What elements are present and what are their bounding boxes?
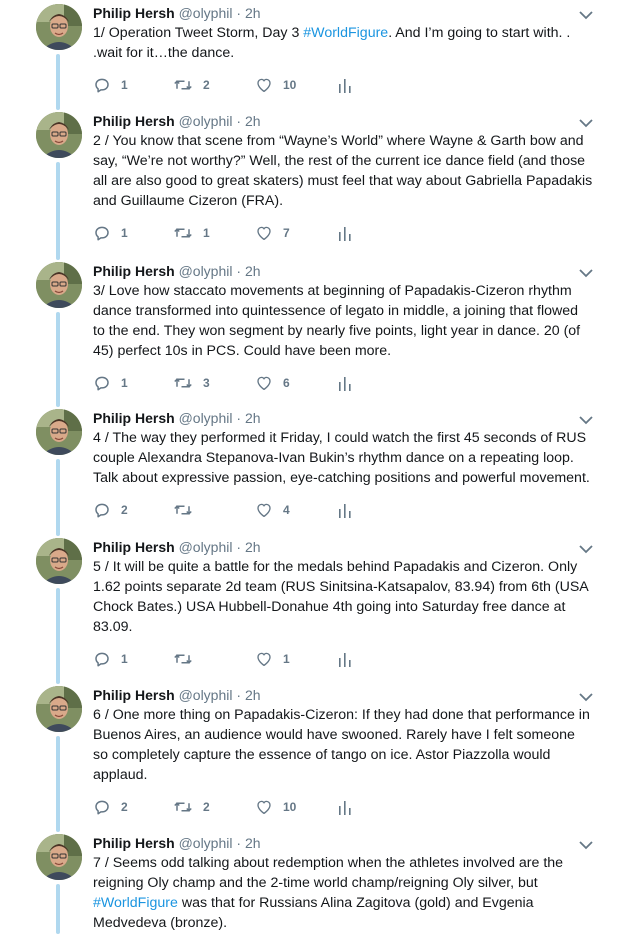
separator-dot: · (232, 263, 245, 279)
tweet-text-segment: dance transformed into quintessence of legato in middle, a joining that flowed (93, 303, 579, 319)
retweet-count: 1 (203, 226, 210, 240)
tweet-header (93, 687, 261, 704)
tweet-actions (93, 373, 373, 393)
analytics-icon (338, 651, 352, 667)
analytics-icon (338, 799, 352, 815)
tweet-actions (93, 223, 373, 243)
separator-dot: · (232, 835, 245, 851)
tweet-actions (93, 649, 373, 669)
reply-icon (93, 798, 111, 816)
tweet[interactable] (0, 682, 633, 830)
chevron-down-icon[interactable] (578, 116, 594, 128)
retweet-icon (173, 224, 193, 242)
analytics-icon (338, 375, 352, 391)
separator-dot: · (232, 687, 245, 703)
reply-button[interactable] (93, 223, 128, 243)
retweet-count: 2 (203, 800, 210, 814)
like-button[interactable] (255, 373, 290, 393)
analytics-icon (338, 225, 352, 241)
tweet-text-segment: all are also good to great skaters) must feel that way about Gabriella Papadakis (93, 173, 593, 189)
timestamp[interactable]: 2h (244, 5, 261, 21)
retweet-button[interactable] (173, 75, 210, 95)
tweet-header (93, 263, 261, 280)
author-name[interactable]: Philip Hersh (93, 5, 175, 21)
thread-line (56, 459, 60, 536)
separator-dot: · (232, 410, 245, 426)
author-name[interactable]: Philip Hersh (93, 687, 175, 703)
analytics-button[interactable] (338, 500, 352, 520)
avatar[interactable] (36, 112, 82, 158)
tweet[interactable] (0, 0, 633, 108)
author-name[interactable]: Philip Hersh (93, 113, 175, 129)
timestamp[interactable]: 2h (244, 410, 261, 426)
like-button[interactable] (255, 797, 296, 817)
retweet-icon (173, 650, 193, 668)
reply-icon (93, 224, 111, 242)
tweet-text-segment: 83.09. (93, 619, 133, 635)
reply-button[interactable] (93, 373, 128, 393)
tweet[interactable] (0, 108, 633, 258)
like-icon (255, 76, 273, 94)
avatar[interactable] (36, 262, 82, 308)
tweet[interactable] (0, 534, 633, 682)
tweet-text (93, 557, 623, 637)
retweet-button[interactable] (173, 797, 210, 817)
hashtag-link[interactable]: #WorldFigure (303, 25, 389, 41)
chevron-down-icon[interactable] (578, 413, 594, 425)
author-handle[interactable]: @olyphil (178, 835, 233, 851)
separator-dot: · (232, 5, 245, 21)
timestamp[interactable]: 2h (244, 539, 261, 555)
author-name[interactable]: Philip Hersh (93, 539, 175, 555)
reply-count: 2 (121, 800, 128, 814)
like-icon (255, 224, 273, 242)
retweet-button[interactable] (173, 223, 210, 243)
tweet[interactable] (0, 258, 633, 405)
like-icon (255, 650, 273, 668)
author-handle[interactable]: @olyphil (178, 113, 233, 129)
analytics-button[interactable] (338, 649, 352, 669)
like-button[interactable] (255, 649, 290, 669)
tweet-actions (93, 75, 373, 95)
tweet-text-segment: 1/ Operation Tweet Storm, Day 3 (93, 25, 304, 41)
like-icon (255, 798, 273, 816)
tweet-text-segment: say, “We’re not worthy?” Well, the rest of the current ice dance field (and those (93, 153, 586, 169)
hashtag-link[interactable]: #WorldFigure (93, 895, 178, 911)
reply-button[interactable] (93, 649, 128, 669)
separator-dot: · (232, 539, 245, 555)
retweet-icon (173, 798, 193, 816)
tweet[interactable] (0, 405, 633, 534)
avatar[interactable] (36, 686, 82, 732)
reply-icon (93, 501, 111, 519)
reply-button[interactable] (93, 797, 128, 817)
avatar[interactable] (36, 409, 82, 455)
reply-button[interactable] (93, 500, 128, 520)
thread-line (56, 884, 60, 934)
retweet-button[interactable] (173, 649, 203, 669)
thread-line (56, 312, 60, 407)
tweet-text-segment: applaud. (93, 767, 148, 783)
tweet-text (93, 853, 623, 933)
tweet-actions (93, 797, 373, 817)
author-name[interactable]: Philip Hersh (93, 263, 175, 279)
analytics-button[interactable] (338, 373, 352, 393)
chevron-down-icon[interactable] (578, 266, 594, 278)
tweet-text-segment: 5 / It will be quite a battle for the medals behind Papadakis and Cizeron. Only (93, 559, 578, 575)
like-button[interactable] (255, 75, 296, 95)
tweet-text-segment: 7 / Seems odd talking about redemption when the athletes involved are the (93, 855, 564, 871)
timestamp[interactable]: 2h (244, 835, 261, 851)
retweet-count: 2 (203, 78, 210, 92)
like-icon (255, 374, 273, 392)
separator-dot: · (232, 113, 245, 129)
author-handle[interactable]: @olyphil (178, 687, 233, 703)
thread-line (56, 54, 60, 110)
chevron-down-icon[interactable] (578, 542, 594, 554)
tweet-text-segment: and Guillaume Cizeron (FRA). (93, 193, 284, 209)
reply-icon (93, 76, 111, 94)
reply-icon (93, 374, 111, 392)
tweet-header (93, 410, 261, 427)
tweet-header (93, 835, 261, 852)
tweet-text-segment: to the end. They won segment by nearly five points, light year in dance. 20 (of (93, 323, 581, 339)
tweet-text-segment: was that for Russians Alina Zagitova (gold) and Evgenia (177, 895, 534, 911)
retweet-button[interactable] (173, 500, 203, 520)
analytics-button[interactable] (338, 75, 352, 95)
author-handle[interactable]: @olyphil (178, 263, 233, 279)
reply-icon (93, 650, 111, 668)
tweet-text-segment: Chock Bates.) USA Hubbell-Donahue 4th going into Saturday free dance at (93, 599, 566, 615)
tweet-header (93, 539, 261, 556)
like-count: 10 (283, 800, 297, 814)
retweet-button[interactable] (173, 373, 210, 393)
timestamp[interactable]: 2h (244, 263, 261, 279)
reply-button[interactable] (93, 75, 128, 95)
tweet-text-segment: 1.62 points separate 2d team (RUS Sinitsina-Katsapalov, 83.94) from 6th (USA (93, 579, 589, 595)
tweet-text-segment: . And I’m going to start with. . (388, 25, 571, 41)
author-name[interactable]: Philip Hersh (93, 835, 175, 851)
reply-count: 1 (121, 78, 128, 92)
reply-count: 1 (121, 652, 128, 666)
tweet-text-segment: Medvedeva (bronze). (93, 915, 228, 931)
like-icon (255, 501, 273, 519)
avatar[interactable] (36, 4, 82, 50)
tweet-text (93, 428, 623, 488)
tweet[interactable] (0, 830, 633, 934)
tweet-actions (93, 500, 373, 520)
like-count: 4 (283, 503, 290, 517)
tweet-header (93, 5, 261, 22)
analytics-button[interactable] (338, 797, 352, 817)
tweet-text-segment: 45) perfect 10s in PCS. Could have been more. (93, 343, 392, 359)
chevron-down-icon[interactable] (578, 690, 594, 702)
tweet-text-segment: 6 / One more thing on Papadakis-Cizeron: If they had done that performance in (93, 707, 590, 723)
retweet-icon (173, 501, 193, 519)
tweet-text-segment: 4 / The way they performed it Friday, I could watch the first 45 seconds of RUS (93, 430, 587, 446)
like-count: 1 (283, 652, 290, 666)
analytics-icon (338, 502, 352, 518)
author-handle[interactable]: @olyphil (178, 539, 233, 555)
analytics-icon (338, 77, 352, 93)
thread-line (56, 162, 60, 260)
timestamp[interactable]: 2h (244, 687, 261, 703)
thread-line (56, 588, 60, 684)
tweet-text-segment: Talk about expressive passion, eye-catching positions and powerful movement. (93, 470, 590, 486)
tweet-text-segment: 3/ Love how staccato movements at beginning of Papadakis-Cizeron rhythm (93, 283, 572, 299)
retweet-count: 3 (203, 376, 210, 390)
like-button[interactable] (255, 223, 290, 243)
tweet-header (93, 113, 261, 130)
like-count: 7 (283, 226, 290, 240)
tweet-text-segment: couple Alexandra Stepanova-Ivan Bukin’s rhythm dance on a repeating loop. (93, 450, 574, 466)
author-handle[interactable]: @olyphil (178, 410, 233, 426)
chevron-down-icon[interactable] (578, 838, 594, 850)
retweet-icon (173, 76, 193, 94)
like-count: 6 (283, 376, 290, 390)
tweet-text (93, 705, 623, 785)
reply-count: 1 (121, 226, 128, 240)
analytics-button[interactable] (338, 223, 352, 243)
avatar[interactable] (36, 834, 82, 880)
like-button[interactable] (255, 500, 290, 520)
tweet-text (93, 131, 623, 211)
tweet-text (93, 281, 623, 361)
author-handle[interactable]: @olyphil (178, 5, 233, 21)
retweet-icon (173, 374, 193, 392)
timestamp[interactable]: 2h (244, 113, 261, 129)
reply-count: 1 (121, 376, 128, 390)
author-name[interactable]: Philip Hersh (93, 410, 175, 426)
tweet-text-segment: so completely capture the essence of tango on ice. Astor Piazzolla would (93, 747, 551, 763)
tweet-text-segment: 2 / You know that scene from “Wayne’s World” where Wayne & Garth bow and (93, 133, 584, 149)
tweet-text (93, 23, 623, 63)
chevron-down-icon[interactable] (578, 8, 594, 20)
like-count: 10 (283, 78, 297, 92)
reply-count: 2 (121, 503, 128, 517)
tweet-text-segment: .wait for it…the dance. (93, 45, 235, 61)
avatar[interactable] (36, 538, 82, 584)
tweet-text-segment: reigning Oly champ and the 2-time world champ/reigning Oly silver, but (93, 875, 538, 891)
thread-line (56, 736, 60, 832)
tweet-text-segment: Buenos Aires, an audience would have swooned. Rarely have I felt someone (93, 727, 575, 743)
